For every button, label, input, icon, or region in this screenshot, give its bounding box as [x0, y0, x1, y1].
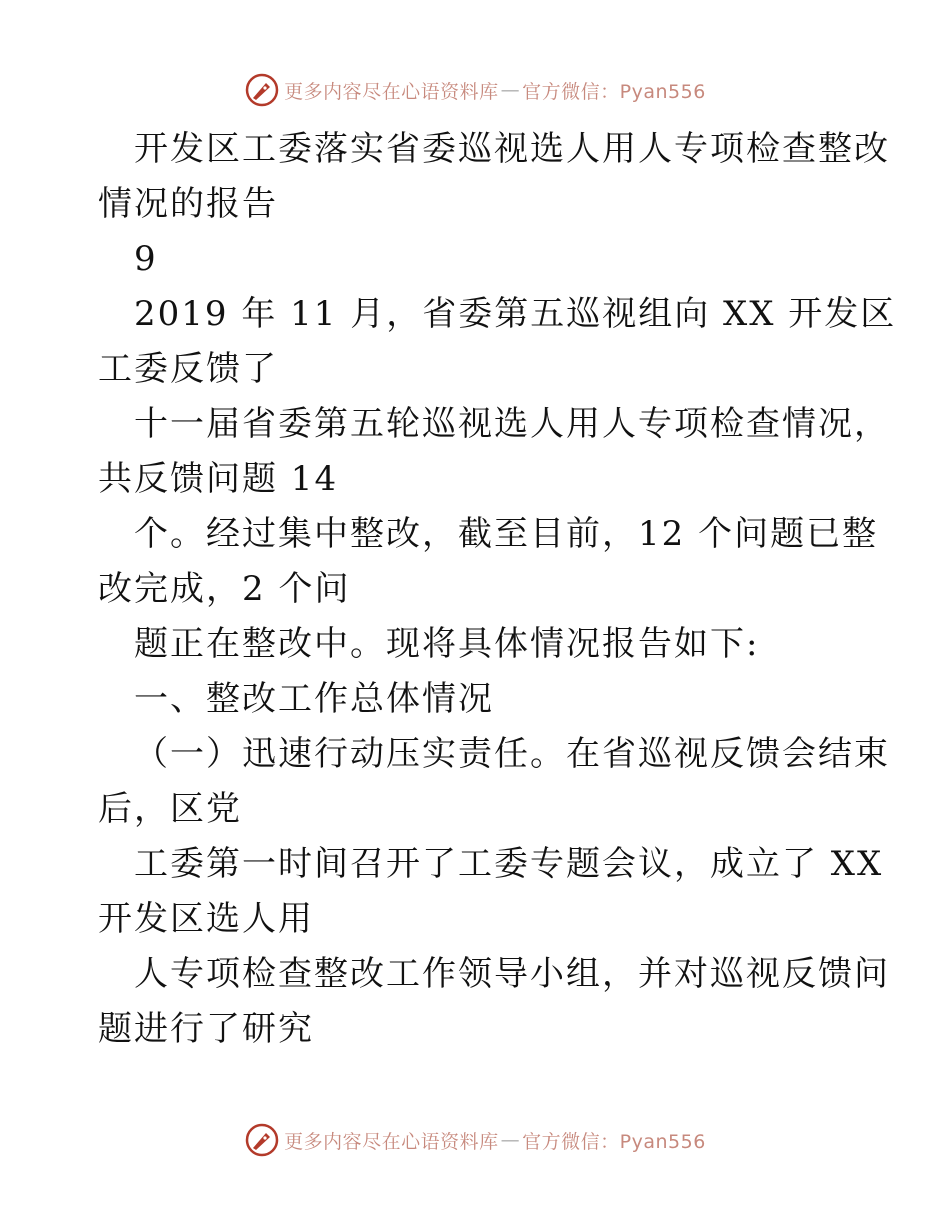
doc-paragraph-line: 改完成，2 个问: [98, 569, 351, 609]
doc-title-line-2: 情况的报告: [98, 184, 278, 224]
header-watermark: [0, 70, 950, 110]
watermark-contact: 官方微信：Pyan556: [522, 80, 706, 103]
doc-paragraph-line: 工委第一时间召开了工委专题会议，成立了 XX: [134, 844, 884, 884]
doc-paragraph-line: 题正在整改中。现将具体情况报告如下:: [134, 624, 760, 664]
doc-paragraph-line: 个。经过集中整改，截至目前，12 个问题已整: [134, 514, 879, 554]
footer-watermark: [0, 1120, 950, 1160]
doc-paragraph-line: 共反馈问题 14: [98, 459, 339, 499]
pen-nib-icon: [244, 72, 280, 108]
doc-page-number: 9: [134, 239, 158, 279]
doc-subsection-line: （一）迅速行动压实责任。在省巡视反馈会结束: [134, 734, 890, 774]
doc-paragraph-line: 工委反馈了: [98, 349, 278, 389]
doc-paragraph-line: 后，区党: [98, 789, 242, 829]
document-body: [98, 122, 897, 1057]
watermark-text: 更多内容尽在心语资料库: [284, 80, 499, 103]
doc-title-line-1: 开发区工委落实省委巡视选人用人专项检查整改: [134, 129, 890, 169]
watermark-text: 更多内容尽在心语资料库: [284, 1130, 499, 1153]
doc-paragraph-line: 2019 年 11 月，省委第五巡视组向 XX 开发区: [134, 294, 897, 334]
watermark-contact: 官方微信：Pyan556: [522, 1130, 706, 1153]
doc-section-heading: 一、整改工作总体情况: [134, 679, 494, 719]
doc-paragraph-line: 题进行了研究: [98, 1009, 314, 1049]
doc-paragraph-line: 开发区选人用: [98, 899, 314, 939]
watermark-separator: —: [500, 1129, 521, 1151]
watermark-separator: —: [500, 79, 521, 101]
doc-paragraph-line: 十一届省委第五轮巡视选人用人专项检查情况，: [134, 404, 890, 444]
doc-paragraph-line: 人专项检查整改工作领导小组，并对巡视反馈问: [134, 954, 890, 994]
pen-nib-icon: [244, 1122, 280, 1158]
